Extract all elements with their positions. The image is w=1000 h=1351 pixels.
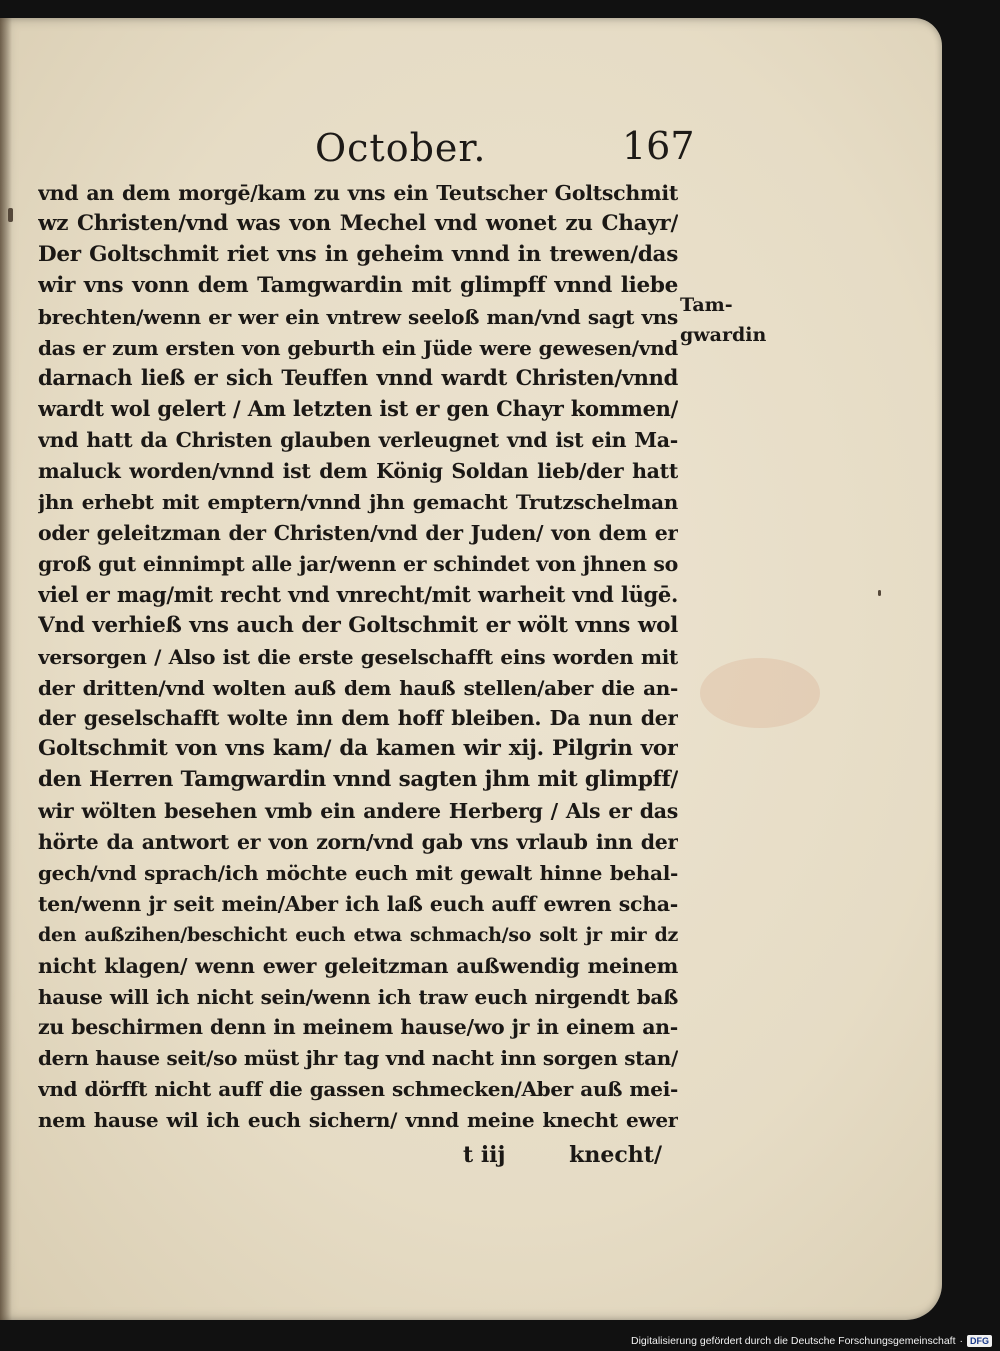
text-line: dern hause seit/so müst jhr tag vnd nacht inn sorgen stan/ — [38, 1046, 678, 1071]
book-page — [0, 18, 942, 1320]
digitization-credit — [631, 1335, 992, 1347]
text-line: maluck worden/vnnd ist dem König Soldan lieb/der hatt — [38, 459, 678, 484]
credit-text: Digitalisierung gefördert durch die Deutsche Forschungsgemeinschaft — [630, 1335, 956, 1347]
text-line: vnd dörfft nicht auff die gassen schmecken/Aber auß mei- — [38, 1077, 678, 1102]
dfg-logo: DFG — [967, 1335, 992, 1347]
signature-mark: t iij — [463, 1142, 506, 1168]
page-number: 167 — [622, 124, 695, 168]
page-footer — [38, 1142, 678, 1176]
text-line: den außzihen/beschicht euch etwa schmach/so solt jr mir dz — [38, 923, 678, 946]
text-line: den Herren Tamgwardin vnnd sagten jhm mit glimpff/ — [38, 767, 678, 793]
text-line: nem hause wil ich euch sichern/ vnnd meine knecht ewer — [38, 1108, 678, 1133]
paper-speck — [8, 208, 13, 222]
text-line: zu beschirmen denn in meinem hause/wo jr in einem an- — [38, 1015, 678, 1040]
text-line: wz Christen/vnd was von Mechel vnd wonet zu Chayr/ — [38, 210, 678, 236]
text-line: hörte da antwort er von zorn/vnd gab vns vrlaub inn der — [38, 830, 678, 855]
catchword: knecht/ — [569, 1142, 662, 1168]
running-title: October. — [315, 126, 487, 170]
marginal-note — [680, 290, 770, 350]
text-line: groß gut einnimpt alle jar/wenn er schindet von jhnen so — [38, 551, 678, 576]
text-line: der dritten/vnd wolten auß dem hauß stellen/aber die an- — [38, 675, 678, 700]
text-line: viel er mag/mit recht vnd vnrecht/mit warheit vnd lügē. — [38, 581, 678, 607]
text-line: nicht klagen/ wenn ewer geleitzman außwendig meinem — [38, 953, 678, 978]
text-line: das er zum ersten von geburth ein Jüde were gewesen/vnd — [38, 335, 678, 360]
text-line: ten/wenn jr seit mein/Aber ich laß euch auff ewren scha- — [38, 891, 678, 916]
text-line: jhn erhebt mit emptern/vnnd jhn gemacht Trutzschelman — [38, 490, 678, 515]
page-header — [0, 118, 942, 174]
body-text — [38, 178, 678, 1136]
text-line: Der Goltschmit riet vns in geheim vnnd in trewen/das — [38, 241, 678, 267]
text-line: wardt wol gelert / Am letzten ist er gen Chayr kommen/ — [38, 396, 678, 422]
text-line: wir vns vonn dem Tamgwardin mit glimpff vnnd liebe — [38, 272, 678, 298]
text-line: Vnd verhieß vns auch der Goltschmit er wölt vnns wol — [38, 612, 678, 638]
text-line: wir wölten besehen vmb ein andere Herberg / Als er das — [38, 799, 678, 824]
paper-speck — [878, 590, 881, 596]
text-line: vnd an dem morgē/kam zu vns ein Teutscher Goltschmit — [38, 181, 678, 205]
text-line: Goltschmit von vns kam/ da kamen wir xij. Pilgrin vor — [38, 736, 678, 762]
text-line: versorgen / Also ist die erste geselschafft eins worden mit — [38, 644, 678, 669]
text-line: hause will ich nicht sein/wenn ich traw euch nirgendt baß — [38, 984, 678, 1009]
credit-separator: · — [959, 1335, 963, 1347]
marginal-note-line: gwardin — [680, 324, 767, 346]
text-line: gech/vnd sprach/ich möchte euch mit gewalt hinne behal- — [38, 860, 678, 885]
text-line: der geselschafft wolte inn dem hoff bleiben. Da nun der — [38, 706, 678, 731]
text-line: vnd hatt da Christen glauben verleugnet vnd ist ein Ma- — [38, 428, 678, 453]
marginal-note-line: Tam- — [680, 294, 733, 316]
text-line: oder geleitzman der Christen/vnd der Juden/ von dem er — [38, 520, 678, 545]
text-line: darnach ließ er sich Teuffen vnnd wardt Christen/vnnd — [38, 365, 678, 391]
text-line: brechten/wenn er wer ein vntrew seeloß man/vnd sagt vns — [38, 304, 678, 329]
paper-stain — [700, 658, 820, 728]
